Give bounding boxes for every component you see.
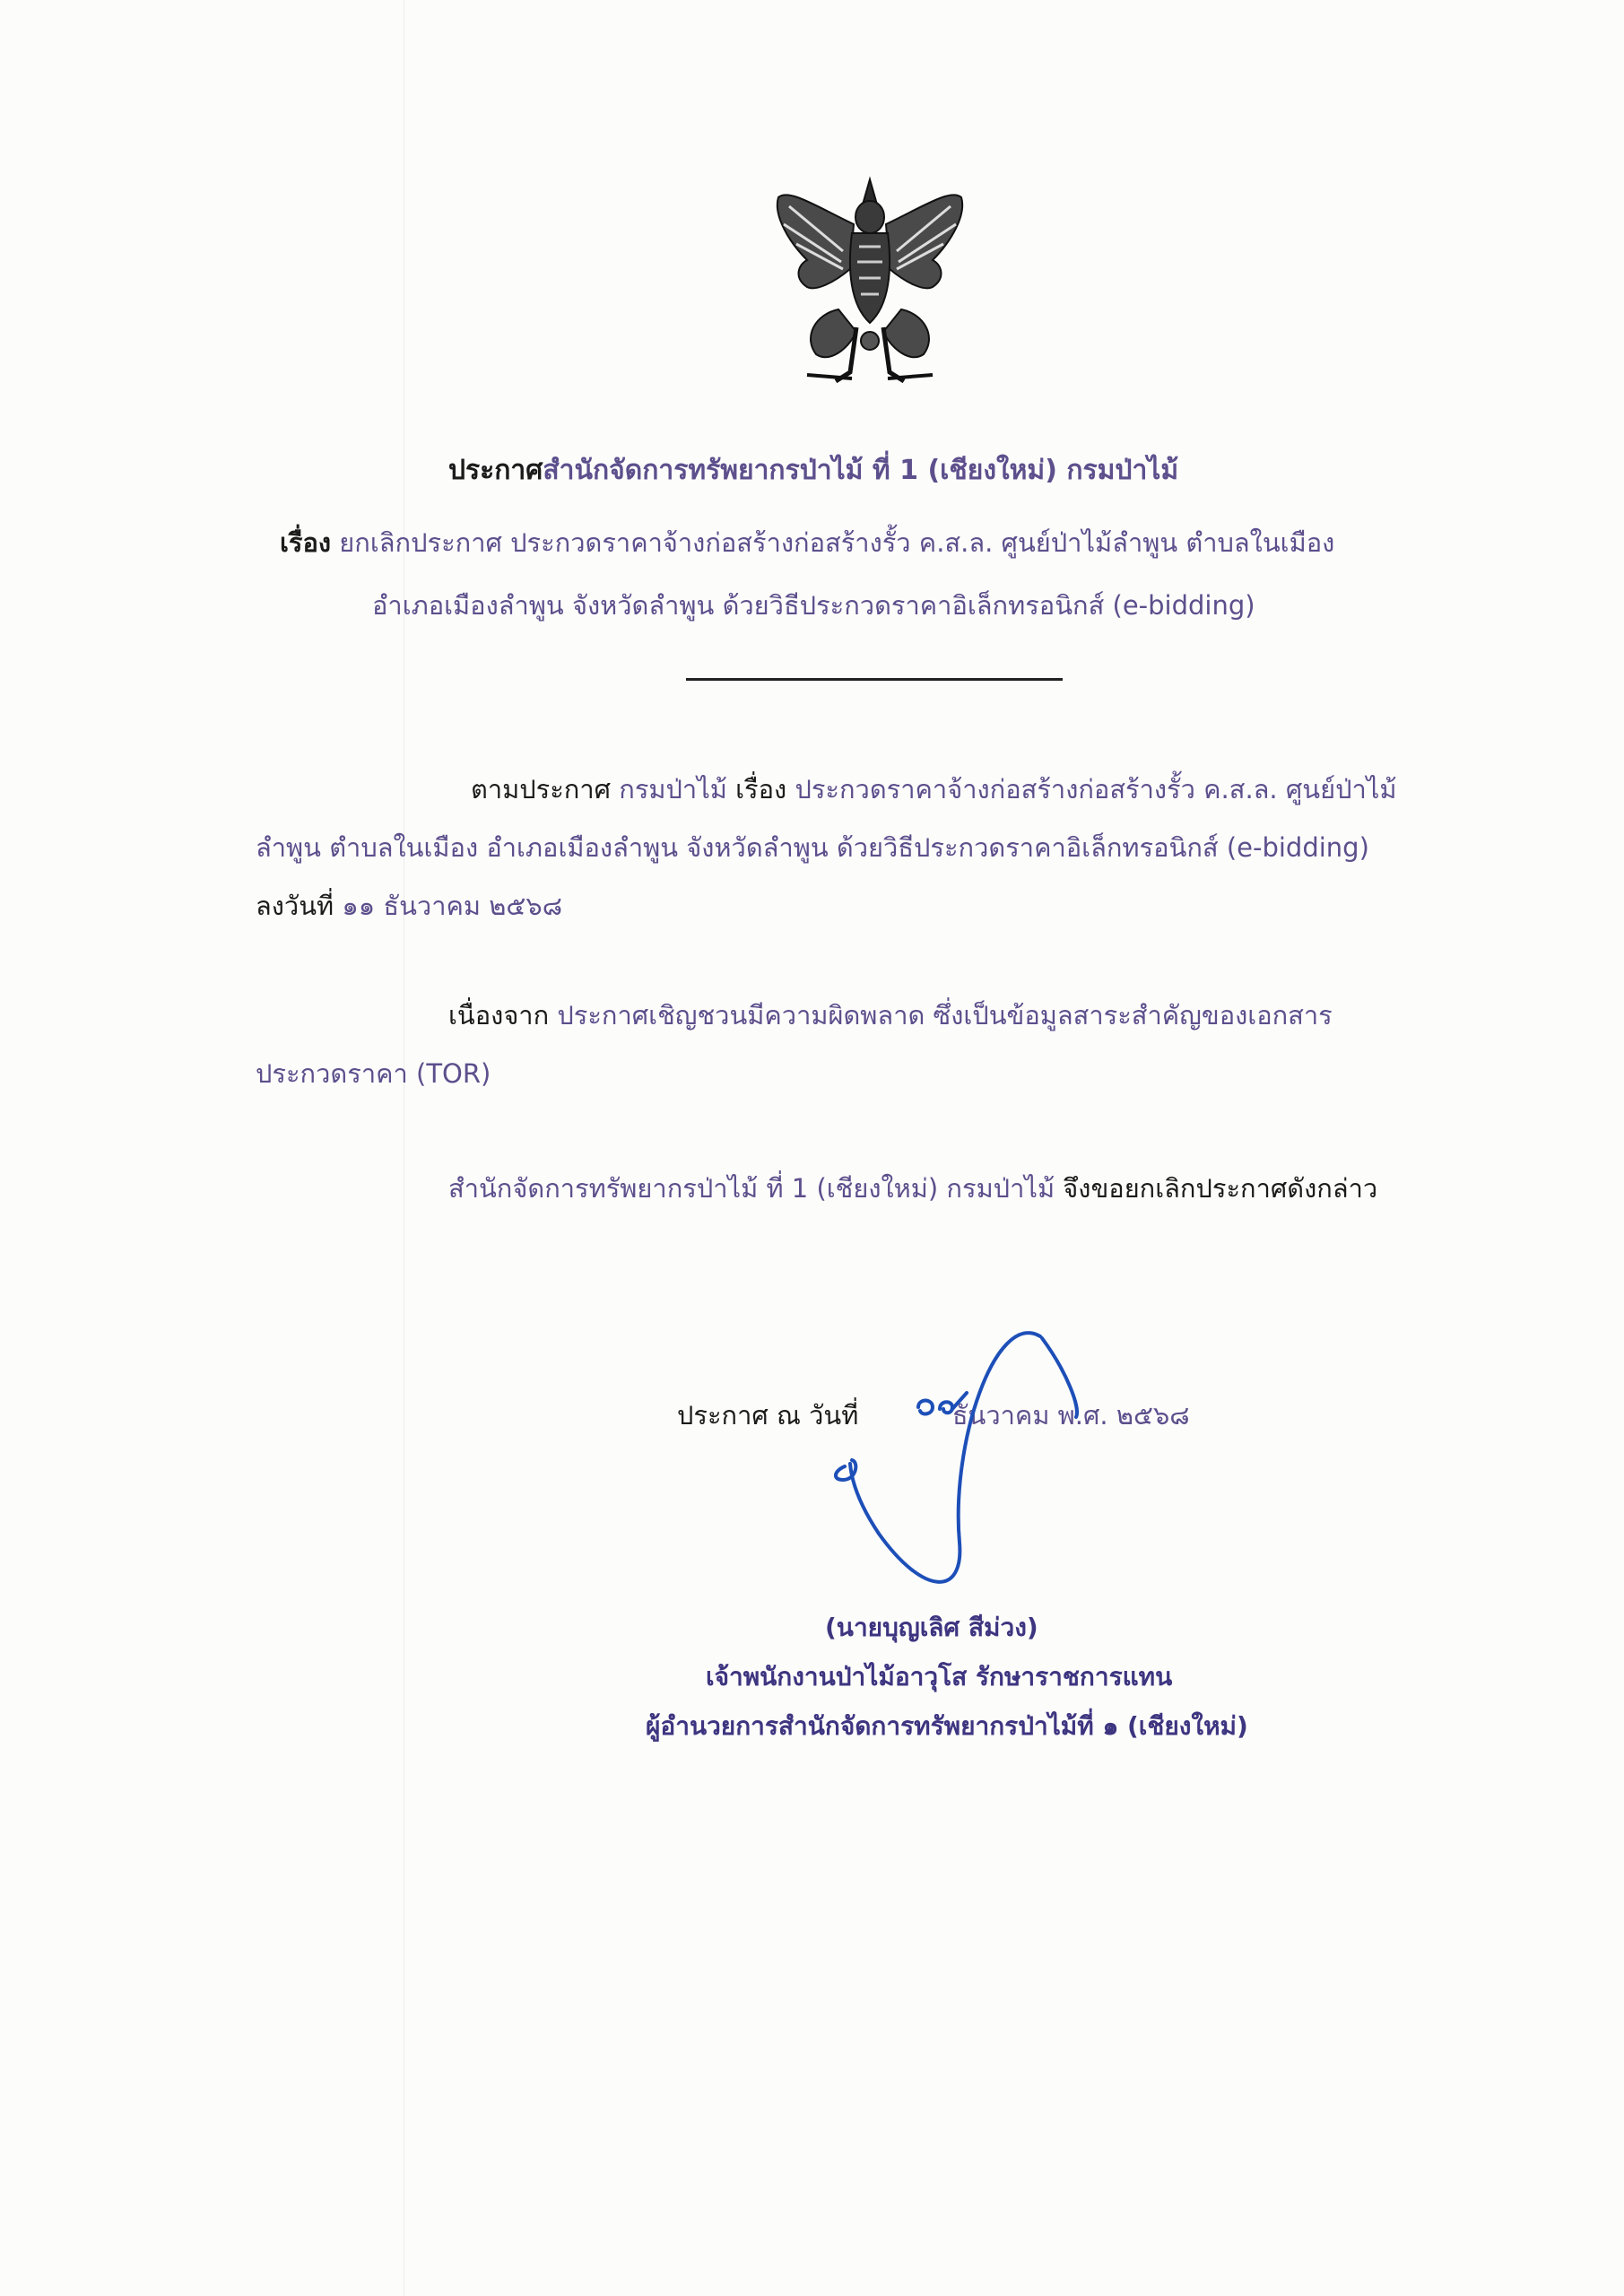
p2-lead: เนื่องจาก xyxy=(448,1000,550,1031)
title-prefix: ประกาศ xyxy=(448,455,543,486)
announce-month: ธันวาคม xyxy=(951,1400,1050,1431)
paragraph-1-line-2: ลำพูน ตำบลในเมือง อำเภอเมืองลำพูน จังหวัดลำพูน ด้วยวิธีประกวดราคาอิเล็กทรอนิกส์ (e-bidding) xyxy=(256,832,1369,863)
subject-text-1: ยกเลิกประกาศ ประกวดราคาจ้างก่อสร้างก่อสร้างรั้ว ค.ส.ล. ศูนย์ป่าไม้ลำพูน ตำบลในเมือง xyxy=(339,527,1335,558)
announcement-title xyxy=(448,453,1178,489)
signer-position: เจ้าพนักงานป่าไม้อาวุโส รักษาราชการแทน xyxy=(706,1662,1173,1692)
p1-line1-rest: ประกวดราคาจ้างก่อสร้างก่อสร้างรั้ว ค.ส.ล. ศูนย์ป่าไม้ xyxy=(795,774,1397,804)
p1-label: เรื่อง xyxy=(735,774,787,804)
p3-action: จึงขอยกเลิกประกาศดังกล่าว xyxy=(1063,1173,1378,1204)
garuda-emblem-icon xyxy=(753,161,986,395)
paragraph-1-line-3 xyxy=(256,888,562,924)
announce-year: พ.ศ. ๒๕๖๘ xyxy=(1057,1400,1190,1431)
p3-office: สำนักจัดการทรัพยากรป่าไม้ ที่ 1 (เชียงใหม่) กรมป่าไม้ xyxy=(448,1173,1055,1204)
signature-icon xyxy=(807,1318,1130,1659)
p1-lead: ตามประกาศ xyxy=(471,774,612,804)
subject-line-2: อำเภอเมืองลำพูน จังหวัดลำพูน ด้วยวิธีประกวดราคาอิเล็กทรอนิกส์ (e-bidding) xyxy=(372,590,1255,621)
signer-title: ผู้อำนวยการสำนักจัดการทรัพยากรป่าไม้ที่ ๑ (เชียงใหม่) xyxy=(646,1711,1248,1741)
subject-label: เรื่อง xyxy=(280,527,332,558)
paragraph-3-line-1 xyxy=(448,1170,1377,1206)
p1-date: ๑๑ ธันวาคม ๒๕๖๘ xyxy=(342,891,563,921)
header-divider xyxy=(686,678,1063,681)
signer-name: (นายบุญเลิศ สีม่วง) xyxy=(825,1613,1038,1642)
p1-date-label: ลงวันที่ xyxy=(256,891,334,921)
announce-date-prefix: ประกาศ ณ วันที่ xyxy=(677,1400,859,1431)
paragraph-2-line-2: ประกวดราคา (TOR) xyxy=(256,1058,491,1089)
title-office: สำนักจัดการทรัพยากรป่าไม้ ที่ 1 (เชียงใหม่) กรมป่าไม้ xyxy=(543,455,1179,486)
subject-line-1 xyxy=(280,525,1334,561)
paragraph-2-line-1 xyxy=(448,997,1333,1033)
p2-line1-rest: ประกาศเชิญชวนมีความผิดพลาด ซึ่งเป็นข้อมูลสาระสำคัญของเอกสาร xyxy=(557,1000,1333,1031)
p1-dept: กรมป่าไม้ xyxy=(619,774,727,804)
paragraph-1-line-1 xyxy=(471,771,1397,807)
